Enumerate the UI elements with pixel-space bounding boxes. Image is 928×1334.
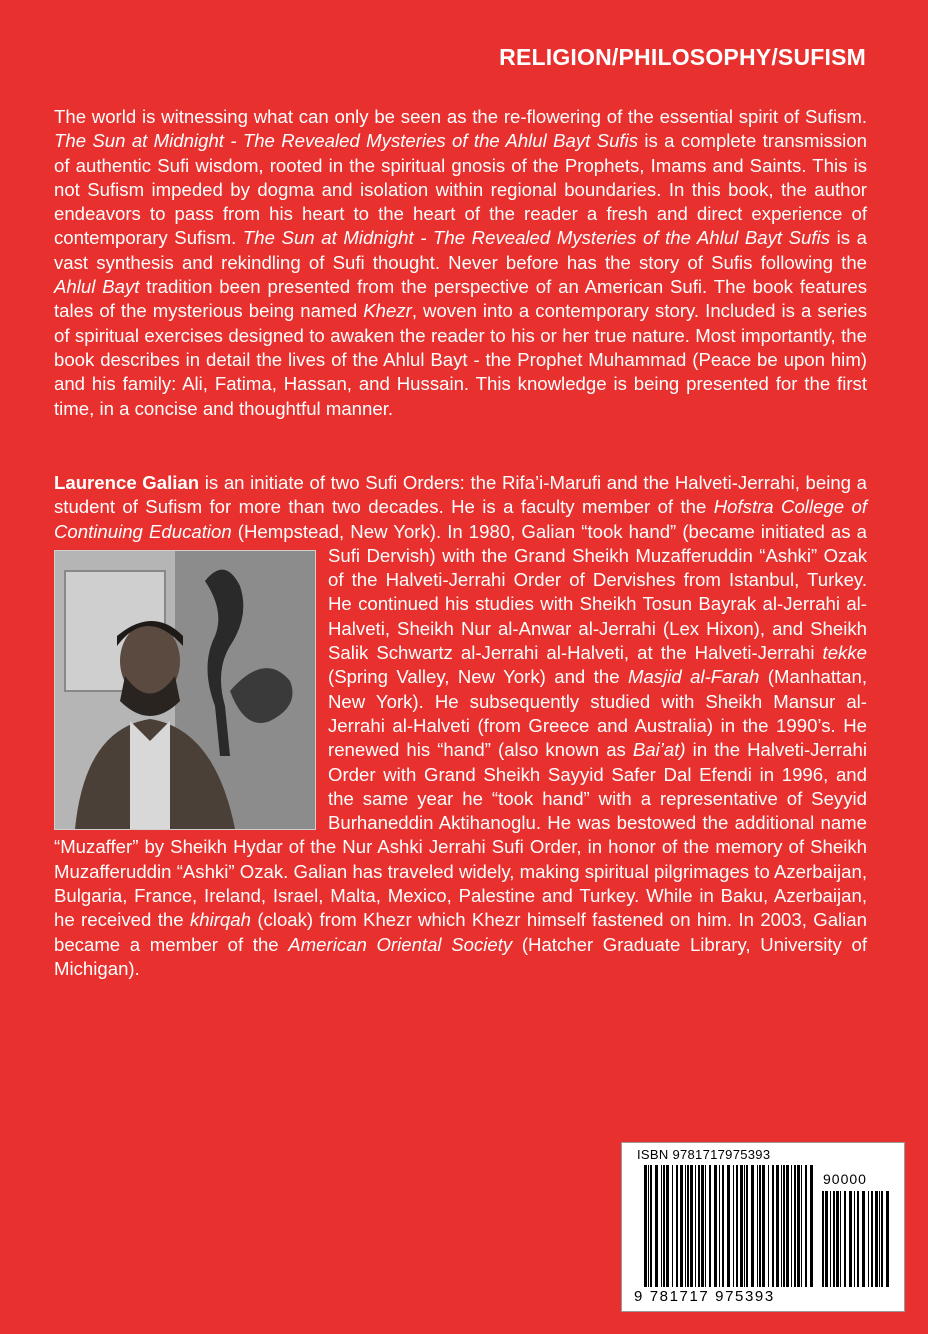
text-run: tradition been presented from the perspective of an American Sufi. The book features tales of the mysterious being named (54, 276, 868, 322)
barcode-bar (886, 1191, 889, 1287)
italic-text: Ahlul Bayt (54, 276, 140, 298)
text-run: is a complete transmission of authentic Sufi wisdom, rooted in the spiritual gnosis of the Prophets, Imams and Saints. This is not Sufism impeded by dogma and isolation within regional boundaries. In this book, the author endeavors to pass from his heart to the heart of the reader a fresh and direct experience of contemporary Sufism. (54, 130, 867, 249)
text-run: (Hatcher Graduate Library, University of Michigan). (54, 933, 867, 979)
addon-barcode-bars (822, 1191, 894, 1287)
barcode-bars (644, 1165, 816, 1287)
barcode-bar (698, 1165, 700, 1287)
barcode-bar (727, 1165, 730, 1287)
barcode-bar (676, 1165, 678, 1287)
barcode-bar (875, 1191, 878, 1287)
barcode-bar (655, 1165, 658, 1287)
italic-text: American Oriental Society (288, 933, 513, 955)
barcode-bar (644, 1165, 647, 1287)
barcode-bar (695, 1165, 696, 1287)
barcode-bar (783, 1165, 785, 1287)
barcode-bar (825, 1191, 828, 1287)
description-paragraph (54, 105, 867, 421)
barcode-bar (714, 1165, 717, 1287)
text-run: (cloak) from Khezr which Khezr himself fastened on him. In 2003, Galian became a member of the (54, 909, 867, 955)
barcode-bar (648, 1165, 649, 1287)
barcode-bar (744, 1165, 745, 1287)
barcode-bar (776, 1165, 779, 1287)
author-photo (54, 550, 316, 830)
italic-text: Masjid al-Farah (627, 666, 760, 688)
isbn-label: ISBN 9781717975393 (637, 1147, 771, 1162)
barcode-bar (772, 1165, 774, 1287)
text-run: , woven into a contemporary story. Included is a series of spiritual exercises designed to awaken the reader to his or her true nature. Most importantly, the book describes in detail the lives of the Ahlul Bayt - the Prophet Muhammad (Peace be upon him) and his family: Ali, Fatima, Hassan, and Hussain. This knowledge is being presented for the first time, in a concise and thoughtful manner. (54, 300, 867, 419)
text-run: (Manhattan, New York). He subsequently studied with Sheikh Mansur al-Jerrahi al-Halveti (from Greece and Australia) in the 1990’s. He renewed his “hand” (also known as (328, 666, 868, 761)
barcode-bar (830, 1191, 831, 1287)
barcode-bar (862, 1191, 865, 1287)
barcode-bar (871, 1191, 873, 1287)
barcode-bar (879, 1191, 880, 1287)
barcode-bar (685, 1165, 686, 1287)
barcode-bar (663, 1165, 665, 1287)
book-description (54, 105, 867, 421)
barcode-bar (757, 1165, 758, 1287)
barcode-bar (709, 1165, 711, 1287)
barcode-bar (801, 1165, 802, 1287)
barcode-bar (786, 1165, 789, 1287)
barcode-bar (849, 1191, 852, 1287)
barcode-bar (746, 1165, 748, 1287)
barcode-bar (733, 1165, 734, 1287)
italic-text: tekke (822, 642, 867, 664)
isbn-barcode (621, 1142, 905, 1312)
barcode-bar (661, 1165, 662, 1287)
barcode-bar (701, 1165, 704, 1287)
text-run: (Spring Valley, New York) and the (328, 666, 628, 688)
italic-text: The Sun at Midnight - The Revealed Mysteries of the Ahlul Bayt Sufis (54, 130, 639, 152)
barcode-bar (805, 1165, 807, 1287)
barcode-bar (794, 1165, 796, 1287)
italic-text: Bai’at) (632, 739, 686, 761)
text-run: is a vast synthesis and rekindling of Sufi thought. Never before has the story of Sufis following the (54, 227, 867, 273)
text-run: The world is witnessing what can only be seen as the re-flowering of the essential spirit of Sufism. (54, 106, 867, 127)
barcode-bar (836, 1191, 839, 1287)
barcode-bar (740, 1165, 743, 1287)
italic-text: The Sun at Midnight - The Revealed Mysteries of the Ahlul Bayt Sufis (242, 227, 830, 249)
barcode-bar (722, 1165, 724, 1287)
barcode-bar (822, 1191, 824, 1287)
barcode-digits: 9 781717 975393 (634, 1288, 775, 1305)
barcode-bar (690, 1165, 693, 1287)
barcode-bar (781, 1165, 782, 1287)
barcode-bar (762, 1165, 765, 1287)
barcode-bar (857, 1191, 859, 1287)
barcode-bar (791, 1165, 792, 1287)
barcode-bar (854, 1191, 855, 1287)
price-code: 90000 (823, 1171, 867, 1187)
barcode-bar (736, 1165, 738, 1287)
text-run: (Hempstead, New York). In 1980, Galian “took hand” (became initiated as a Sufi Dervish) with the Grand Sheikh (231, 520, 867, 566)
text-run: Muzafferuddin “Ashki” Ozak of the Halveti-Jerrahi Order of Dervishes from Istanbul, Turkey. He continued his studies with Sheikh Tosun Bayrak al-Jerrahi al-Halveti, Sheikh Nur al-Anwar al-Jerrahi (Lex Hixon), and Sheikh Salik Schwartz al-Jerrahi al-Halveti, at the Halveti-Jerrahi (328, 544, 868, 664)
barcode-bar (751, 1165, 754, 1287)
category-heading: RELIGION/PHILOSOPHY/SUFISM (499, 44, 866, 70)
barcode-bar (844, 1191, 846, 1287)
barcode-bar (810, 1165, 813, 1287)
barcode-bar (868, 1191, 869, 1287)
barcode-bar (687, 1165, 689, 1287)
italic-text: Khezr (363, 300, 412, 322)
text-run: is an initiate of two Sufi Orders: the Rifa’i-Marufi and the Halveti-Jerrahi, being a student of Sufism for more than two decades. He is a faculty member of the (54, 472, 867, 518)
barcode-bar (705, 1165, 706, 1287)
italic-text: Hofstra College of Continuing Education (54, 496, 867, 542)
italic-text: khirqah (189, 909, 251, 931)
author-biography (54, 471, 867, 981)
barcode-bar (719, 1165, 720, 1287)
barcode-bar (672, 1165, 673, 1287)
barcode-bar (768, 1165, 769, 1287)
barcode-bar (881, 1191, 883, 1287)
barcode-bar (797, 1165, 800, 1287)
barcode-bar (759, 1165, 761, 1287)
text-run: in the Halveti-Jerrahi Order with Grand Sheikh Sayyid Safer Dal Efendi in 1996, and the same year he “took hand” with a representative of Seyyid Burhaneddin Aktihanoglu. He was bestowed the additional name “Muzaffer” by Sheikh Hydar of the Nur Ashki Jerrahi Sufi Order, in honor of the memory of Sheikh Muzafferuddin “Ashki” Ozak. Galian has traveled widely, making spiritual pilgrimages to Azerbaijan, Bulgaria, France, Ireland, Israel, Malta, Mexico, Palestine and Turkey. While in Baku, Azerbaijan, he received the (54, 739, 867, 931)
barcode-bar (840, 1191, 841, 1287)
bold-text: Laurence Galian (54, 472, 200, 493)
barcode-bar (833, 1191, 835, 1287)
barcode-bar (666, 1165, 669, 1287)
barcode-bar (650, 1165, 652, 1287)
barcode-bar (680, 1165, 683, 1287)
bio-paragraph (54, 471, 867, 981)
